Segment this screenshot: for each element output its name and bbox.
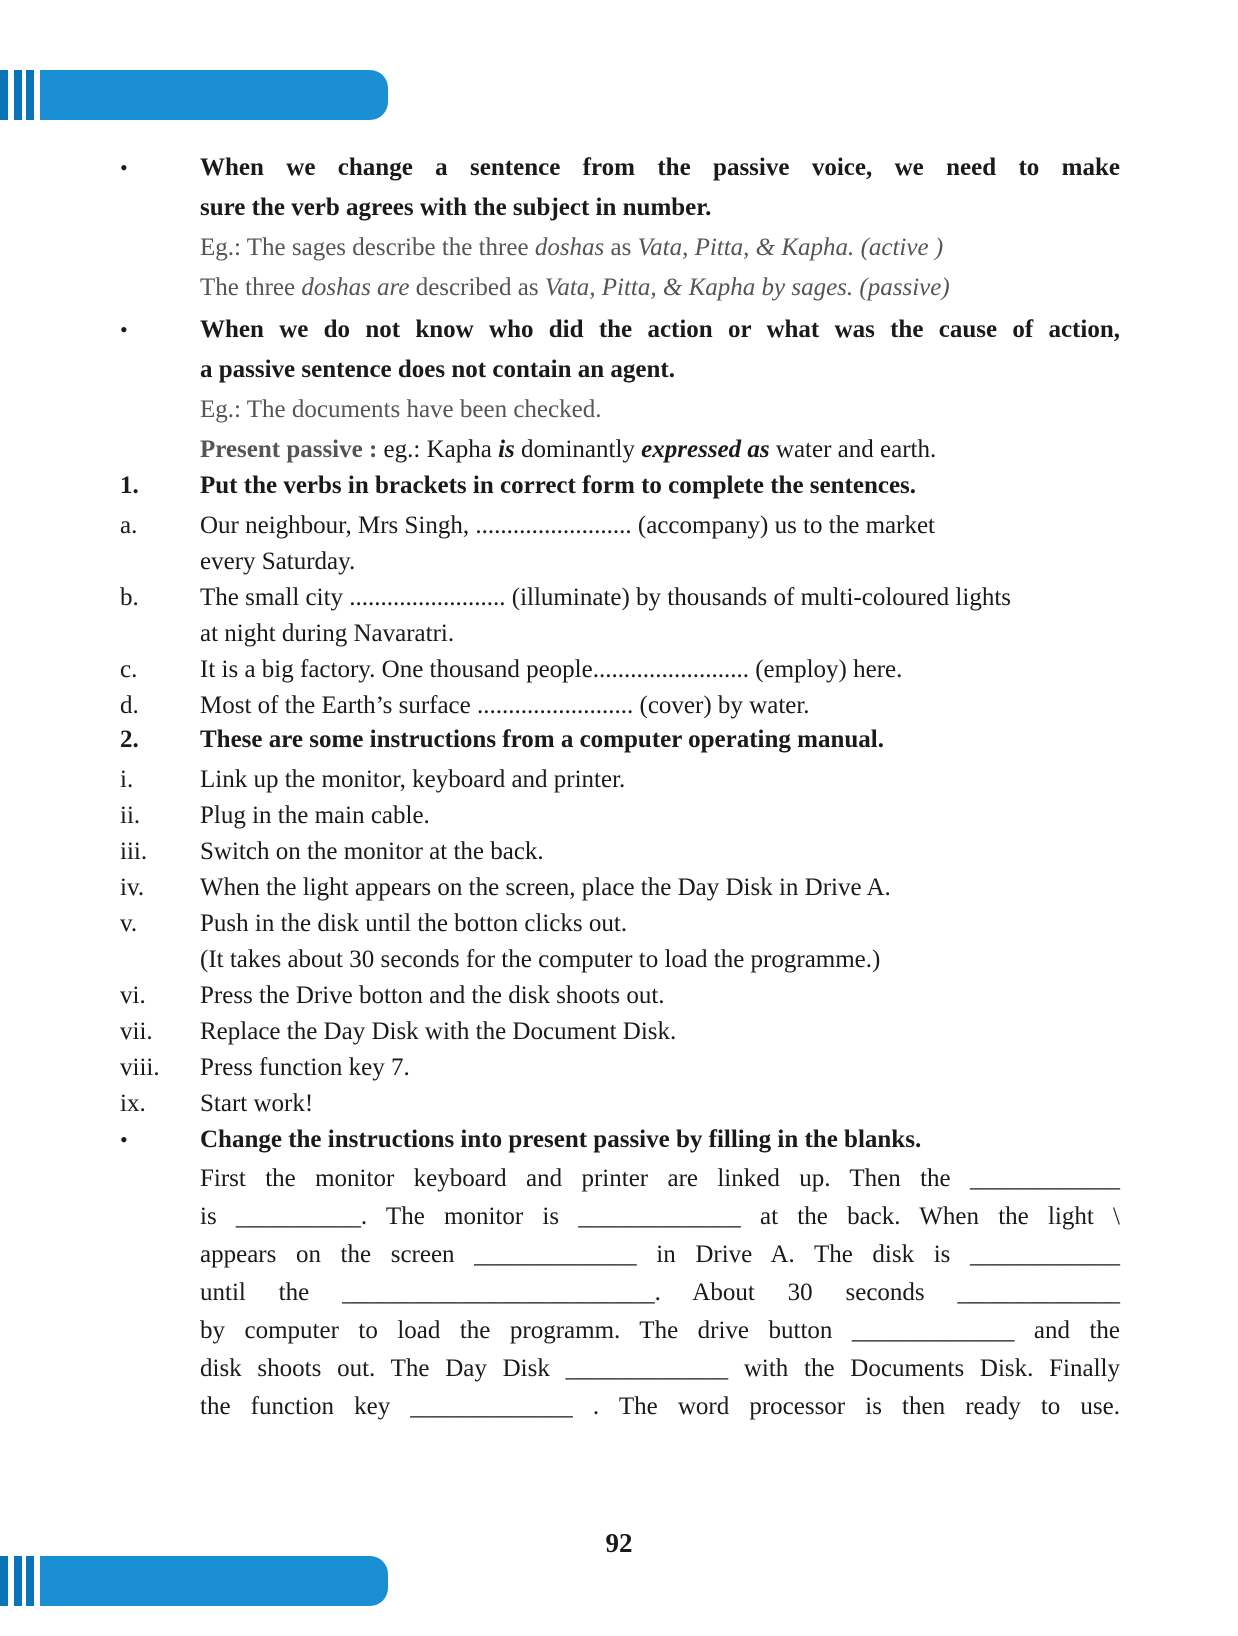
item-marker: iv. (120, 874, 145, 901)
example-line: Eg.: The sages describe the three doshas as Vata, Pitta, & Kapha. (active ) (200, 234, 944, 261)
bullet-text: a passive sentence does not contain an agent. (200, 356, 676, 383)
item-marker: b. (120, 584, 139, 611)
item-marker: vi. (120, 982, 146, 1009)
passage-line: by computer to load the programm. The drive button _____________ and the (200, 1317, 1120, 1344)
passage-line: the function key _____________ . The word processor is then ready to use. (200, 1393, 1120, 1420)
item-marker: a. (120, 512, 138, 539)
page-number: 92 (605, 1528, 633, 1558)
item-text: The small city ......................... (illuminate) by thousands of multi-coloured lights (200, 584, 1011, 611)
item-marker: c. (120, 656, 138, 683)
item-text: Press the Drive botton and the disk shoots out. (200, 982, 665, 1009)
passage-line: First the monitor keyboard and printer are linked up. Then the ____________ (200, 1165, 1120, 1192)
passage-line: appears on the screen _____________ in Drive A. The disk is ____________ (200, 1241, 1120, 1268)
question-heading: These are some instructions from a computer operating manual. (200, 726, 884, 753)
item-marker: i. (120, 766, 134, 793)
item-marker: vii. (120, 1018, 153, 1045)
passage-line: is __________. The monitor is _____________ at the back. When the light \ (200, 1203, 1120, 1230)
bullet-marker: • (120, 155, 128, 180)
item-text: Press function key 7. (200, 1054, 410, 1081)
item-text: Push in the disk until the botton clicks out. (200, 910, 628, 937)
question-heading: Put the verbs in brackets in correct form to complete the sentences. (200, 472, 917, 499)
item-marker: viii. (120, 1054, 160, 1081)
item-text: Most of the Earth’s surface ......................... (cover) by water. (200, 692, 810, 719)
item-marker: iii. (120, 838, 148, 865)
item-text: at night during Navaratri. (200, 620, 455, 647)
item-text: Link up the monitor, keyboard and printer. (200, 766, 626, 793)
passage-line: disk shoots out. The Day Disk _____________ with the Documents Disk. Finally (200, 1355, 1120, 1382)
item-text: (It takes about 30 seconds for the computer to load the programme.) (200, 946, 881, 973)
bullet-marker: • (120, 317, 128, 342)
item-text: When the light appears on the screen, place the Day Disk in Drive A. (200, 874, 891, 901)
item-text: Replace the Day Disk with the Document Disk. (200, 1018, 677, 1045)
bullet-marker: • (120, 1127, 128, 1152)
item-marker: ii. (120, 802, 141, 829)
item-text: Plug in the main cable. (200, 802, 430, 829)
example-line: Eg.: The documents have been checked. (200, 396, 602, 423)
bullet-text: sure the verb agrees with the subject in number. (200, 194, 712, 221)
question-number: 2. (120, 726, 139, 753)
footer-decorative-bar (0, 1556, 390, 1606)
item-text: Our neighbour, Mrs Singh, ......................... (accompany) us to the market (200, 512, 935, 539)
item-marker: d. (120, 692, 139, 719)
exercise-heading: Change the instructions into present passive by filling in the blanks. (200, 1126, 922, 1153)
item-marker: v. (120, 910, 138, 937)
example-line: The three doshas are described as Vata, Pitta, & Kapha by sages. (passive) (200, 274, 950, 301)
item-text: every Saturday. (200, 548, 356, 575)
question-number: 1. (120, 472, 139, 499)
header-decorative-bar (0, 70, 390, 120)
passage-line: until the _________________________. About 30 seconds _____________ (200, 1279, 1120, 1306)
item-text: Start work! (200, 1090, 314, 1117)
present-passive-example: Present passive : eg.: Kapha is dominantly expressed as water and earth. (200, 436, 937, 463)
item-text: It is a big factory. One thousand people......................... (employ) here. (200, 656, 903, 683)
bullet-text: When we do not know who did the action or what was the cause of action, (200, 316, 1120, 343)
item-marker: ix. (120, 1090, 146, 1117)
bullet-text: When we change a sentence from the passive voice, we need to make (200, 154, 1120, 181)
item-text: Switch on the monitor at the back. (200, 838, 544, 865)
